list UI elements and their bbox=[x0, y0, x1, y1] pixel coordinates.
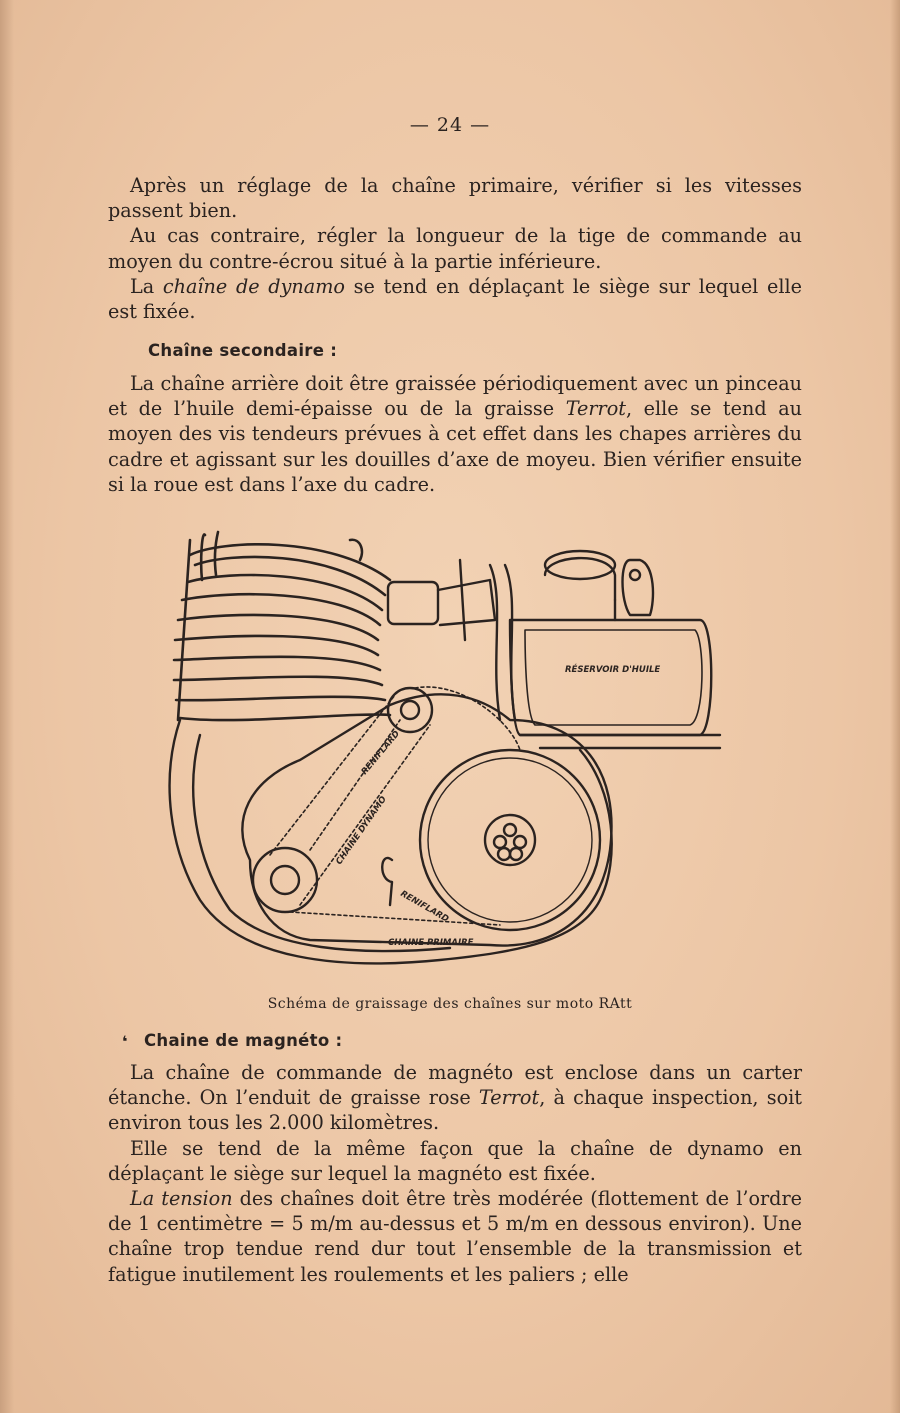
intro-text bbox=[108, 173, 802, 324]
paragraph-cas-contraire: Au cas contraire, régler la longueur de la tige de commande au moyen du contre-écrou situé à la partie inférieure. bbox=[108, 224, 802, 273]
frame-tube bbox=[520, 735, 720, 748]
figure-caption: Schéma de graissage des chaînes sur moto RAtt bbox=[267, 996, 633, 1012]
carburettor bbox=[388, 560, 515, 720]
cylinder-head bbox=[174, 532, 390, 720]
paragraph-vitesses: Après un réglage de la chaîne primaire, vérifier si les vitesses passent bien. bbox=[108, 174, 802, 223]
oil-tank bbox=[510, 551, 711, 735]
engine-diagram bbox=[160, 520, 725, 982]
bullet-mark: ❛ bbox=[122, 1032, 128, 1051]
secondaire-text bbox=[108, 371, 802, 497]
label-chaine-primaire: CHAINE PRIMAIRE bbox=[388, 938, 474, 948]
paragraph-magneto-tension: Elle se tend de la même façon que la chaîne de dynamo en déplaçant le siège sur lequel la magnéto est fixée. bbox=[108, 1136, 802, 1185]
page-edge-left bbox=[0, 0, 14, 1413]
label-chaine-dynamo: CHAINE DYNAMO bbox=[334, 794, 389, 867]
magneto-text bbox=[108, 1060, 802, 1287]
label-reniflard-2: RENIFLARD bbox=[398, 888, 451, 925]
paragraph-chaine-arriere: La chaîne arrière doit être graissée périodiquement avec un pinceau et de l’huile demi-épaisse ou de la graisse Terrot, elle se tend au moyen des vis tendeurs prévues à cet effet dans les chapes arrières du cadre et agissant sur les douilles d’axe de moyeu. Bien vérifier ensuite si la roue est dans l’axe du cadre. bbox=[108, 372, 802, 496]
paragraph-chaine-dynamo: La chaîne de dynamo se tend en déplaçant le siège sur lequel elle est fixée. bbox=[108, 274, 802, 324]
label-reniflard: RENIFLARD bbox=[359, 729, 403, 777]
page-number: — 24 — bbox=[409, 114, 491, 136]
heading-chaine-magneto: Chaine de magnéto : bbox=[144, 1031, 343, 1050]
page-edge-right bbox=[890, 0, 900, 1413]
paragraph-tension-chaines: La tension des chaînes doit être très modérée (flottement de l’ordre de 1 centimètre = 5 m/m au-dessus et 5 m/m en dessous environ). Une chaîne trop tendue rend dur tout l’ensemble de la transmission et fatigue inutilement les roulements et les paliers ; elle bbox=[108, 1187, 802, 1286]
label-reservoir: RÉSERVOIR D'HUILE bbox=[565, 665, 661, 675]
chain-links bbox=[270, 687, 520, 925]
paragraph-magneto-carter: La chaîne de commande de magnéto est enclose dans un carter étanche. On l’enduit de graisse rose Terrot, à chaque inspection, soit environ tous les 2.000 kilomètres. bbox=[108, 1061, 802, 1135]
heading-chaine-secondaire: Chaîne secondaire : bbox=[148, 341, 338, 360]
reniflard-pipe bbox=[382, 858, 392, 905]
